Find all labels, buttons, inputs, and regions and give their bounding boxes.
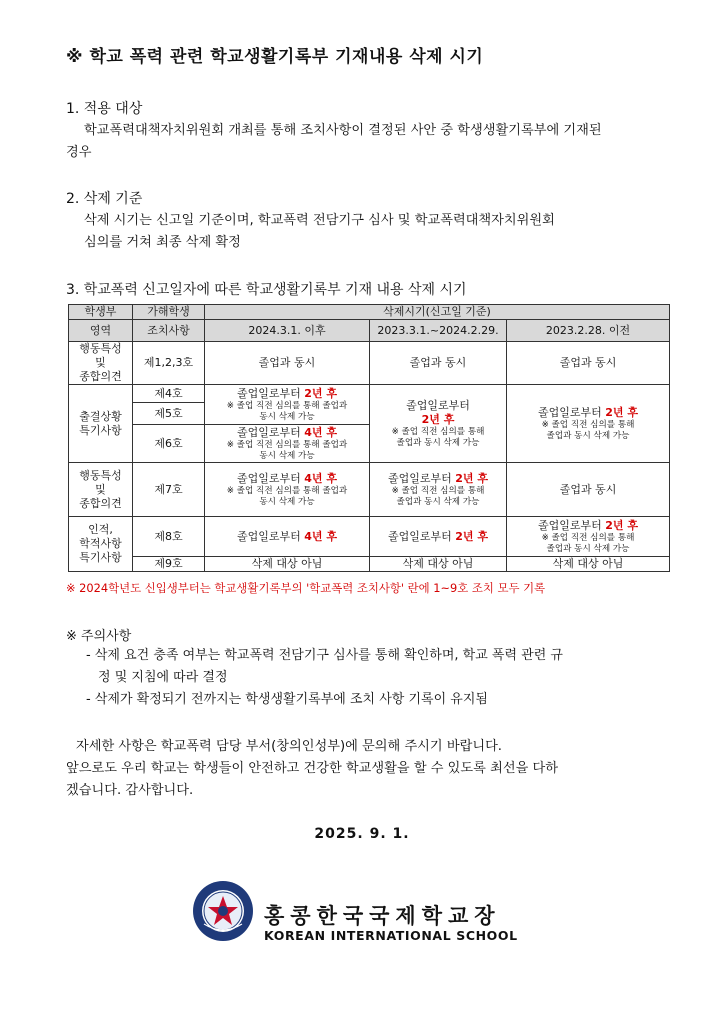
- deletion-cell: 졸업일로부터 2년 후 ※ 졸업 직전 심의를 통해 졸업과 동시 삭제 가능: [507, 517, 670, 557]
- section-3-heading: 3. 학교폭력 신고일자에 따른 학교생활기록부 기재 내용 삭제 시기: [66, 282, 467, 298]
- caution-item: - 삭제 요건 충족 여부는 학교폭력 전담기구 심사를 통해 확인하며, 학교 폭력 관련 규: [86, 648, 563, 663]
- deletion-schedule-table: [68, 304, 669, 572]
- section-1-body: [66, 120, 666, 164]
- section-2-heading: 2. 삭제 기준: [66, 191, 143, 207]
- section-1-line: 학교폭력대책자치위원회 개최를 통해 조치사항이 결정된 사안 중 학생생활기록부에 기재된: [84, 123, 602, 138]
- deletion-cell: 졸업일로부터 4년 후: [205, 517, 370, 557]
- area-cell: 출결상황 특기사항: [69, 385, 133, 463]
- measure-cell: 제8호: [133, 517, 205, 557]
- section-2-line: 삭제 시기는 신고일 기준이며, 학교폭력 전담기구 심사 및 학교폭력대책자치위원회: [84, 213, 555, 228]
- deletion-cell: 졸업일로부터 4년 후 ※ 졸업 직전 심의를 통해 졸업과 동시 삭제 가능: [205, 463, 370, 517]
- closing-line: 앞으로도 우리 학교는 학생들이 안전하고 건강한 학교생활을 할 수 있도록 최선을 다하: [66, 761, 558, 776]
- deletion-cell: 졸업일로부터 4년 후 ※ 졸업 직전 심의를 통해 졸업과 동시 삭제 가능: [205, 425, 370, 463]
- deletion-cell: 삭제 대상 아님: [205, 557, 370, 572]
- deletion-cell: 졸업일로부터 2년 후 ※ 졸업 직전 심의를 통해 졸업과 동시 삭제 가능: [370, 463, 507, 517]
- header-period-2: 2023.3.1.~2024.2.29.: [370, 320, 507, 342]
- measure-cell: 제6호: [133, 425, 205, 463]
- deletion-cell: 졸업일로부터 2년 후 ※ 졸업 직전 심의를 통해 졸업과 동시 삭제 가능: [507, 385, 670, 463]
- deletion-cell: 삭제 대상 아님: [507, 557, 670, 572]
- deletion-cell: 삭제 대상 아님: [370, 557, 507, 572]
- measure-cell: 제5호: [133, 403, 205, 425]
- closing-line: 겠습니다. 감사합니다.: [66, 783, 194, 798]
- section-1-heading: 1. 적용 대상: [66, 101, 143, 117]
- measure-cell: 제4호: [133, 385, 205, 403]
- header-period-3: 2023.2.28. 이전: [507, 320, 670, 342]
- deletion-cell: 졸업일로부터 2년 후 ※ 졸업 직전 심의를 통해 졸업과 동시 삭제 가능: [370, 385, 507, 463]
- document-date: 2025. 9. 1.: [314, 826, 410, 842]
- section-2-line: 심의를 거쳐 최종 삭제 확정: [84, 235, 241, 250]
- header-period-1: 2024.3.1. 이후: [205, 320, 370, 342]
- measure-cell: 제1,2,3호: [133, 342, 205, 385]
- caution-item: - 삭제가 확정되기 전까지는 학생생활기록부에 조치 사항 기록이 유지됨: [86, 692, 488, 707]
- deletion-cell: 졸업일로부터 2년 후 ※ 졸업 직전 심의를 통해 졸업과 동시 삭제 가능: [205, 385, 370, 425]
- measure-cell: 제9호: [133, 557, 205, 572]
- header-measure-top: 가해학생: [133, 305, 205, 320]
- document-title: ※ 학교 폭력 관련 학교생활기록부 기재내용 삭제 시기: [66, 47, 484, 67]
- header-measure-bottom: 조치사항: [133, 320, 205, 342]
- measure-cell: 제7호: [133, 463, 205, 517]
- area-cell: 행동특성 및 종합의견: [69, 342, 133, 385]
- table-footnote: ※ 2024학년도 신입생부터는 학교생활기록부의 '학교폭력 조치사항' 란에 1~9호 조치 모두 기록: [66, 581, 546, 595]
- section-1-line: 경우: [66, 145, 92, 160]
- deletion-cell: 졸업과 동시: [507, 463, 670, 517]
- school-logo: [192, 880, 254, 942]
- area-cell: 행동특성 및 종합의견: [69, 463, 133, 517]
- section-2-body: [66, 210, 666, 254]
- deletion-cell: 졸업과 동시: [507, 342, 670, 385]
- header-area-top: 학생부: [69, 305, 133, 320]
- closing-text: [66, 736, 666, 802]
- header-deletion-group: 삭제시기(신고일 기준): [205, 305, 670, 320]
- deletion-cell: 졸업과 동시: [205, 342, 370, 385]
- caution-heading: ※ 주의사항: [66, 629, 132, 644]
- header-area-bottom: 영역: [69, 320, 133, 342]
- area-cell: 인적, 학적사항 특기사항: [69, 517, 133, 572]
- deletion-cell: 졸업일로부터 2년 후: [370, 517, 507, 557]
- caution-item: 정 및 지침에 따라 결정: [98, 670, 228, 685]
- deletion-cell: 졸업과 동시: [370, 342, 507, 385]
- school-name-english: KOREAN INTERNATIONAL SCHOOL: [264, 928, 518, 943]
- closing-line: 자세한 사항은 학교폭력 담당 부서(창의인성부)에 문의해 주시기 바랍니다.: [76, 739, 502, 754]
- school-name-korean: 홍콩한국국제학교장: [264, 904, 501, 928]
